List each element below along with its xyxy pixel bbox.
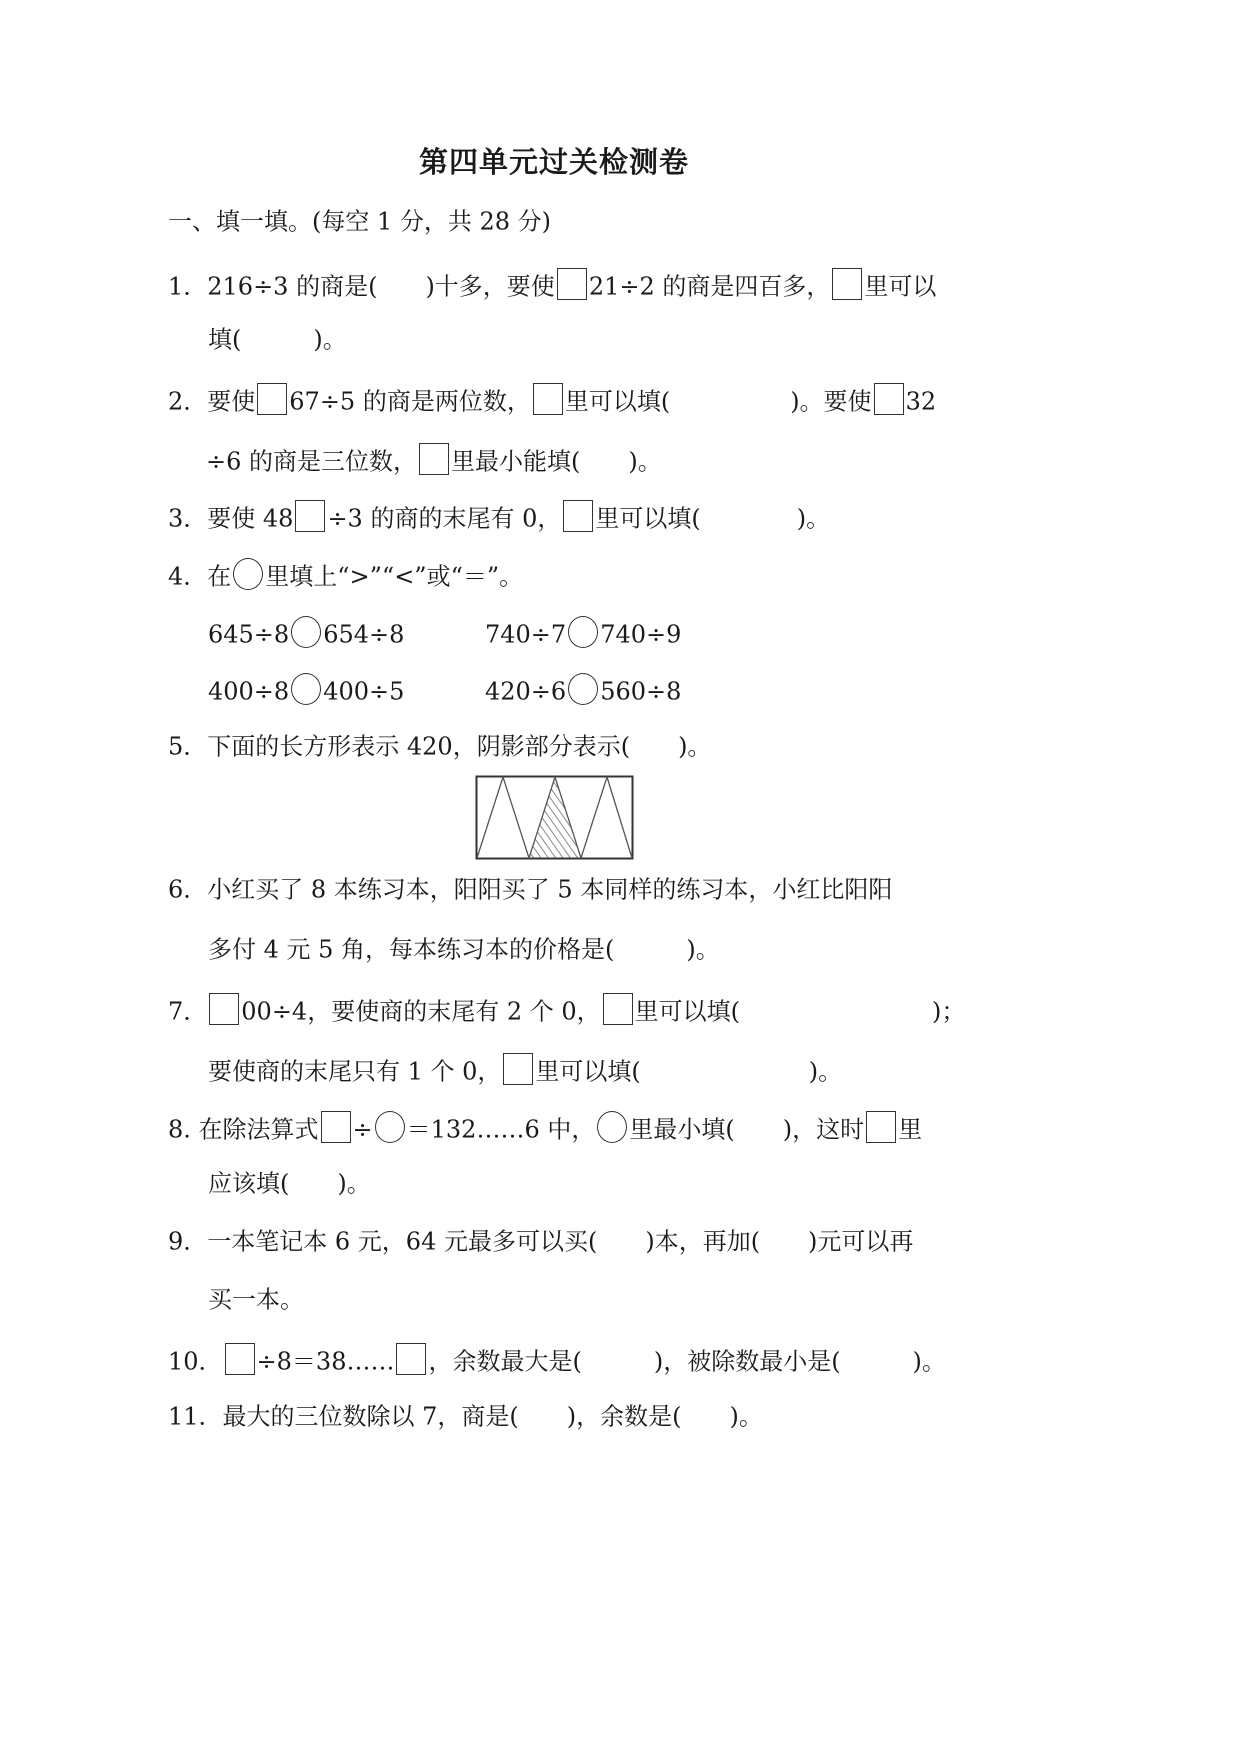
q7-line-1 xyxy=(168,992,965,1028)
answer-box xyxy=(419,443,449,475)
line-text: 1．216÷3 的商是( )十多，要使 xyxy=(168,272,555,301)
line-text: 32 xyxy=(905,387,937,416)
q6-line-1 xyxy=(168,870,892,906)
line-text: 2．要使 xyxy=(168,387,256,416)
answer-box xyxy=(257,383,287,415)
line-text: 里可以填( )； xyxy=(634,997,966,1026)
answer-circle xyxy=(597,1111,627,1143)
answer-box xyxy=(557,268,587,300)
q2-line-1 xyxy=(168,382,936,418)
answer-circle xyxy=(568,673,598,705)
line-text: 5．下面的长方形表示 420，阴影部分表示( )。 xyxy=(168,732,712,761)
answer-box xyxy=(503,1053,533,1085)
line-text: 里填上“>”“<”或“＝”。 xyxy=(265,562,524,591)
answer-box xyxy=(866,1111,896,1143)
answer-box xyxy=(832,268,862,300)
answer-box xyxy=(209,993,239,1025)
line-text: ÷6 的商是三位数， xyxy=(206,447,418,476)
answer-box xyxy=(874,383,904,415)
q9-line-2 xyxy=(208,1280,304,1316)
rectangle-figure xyxy=(475,775,635,861)
line-text: 11．最大的三位数除以 7，商是( )，余数是( )。 xyxy=(168,1402,763,1431)
answer-box xyxy=(321,1111,351,1143)
answer-box xyxy=(533,383,563,415)
line-text: 654÷8 xyxy=(323,620,405,649)
line-text: 一、填一填。(每空 1 分，共 28 分) xyxy=(168,207,552,236)
answer-box xyxy=(225,1343,255,1375)
answer-box xyxy=(396,1343,426,1375)
line-text: 8. 在除法算式 xyxy=(168,1115,319,1144)
answer-circle xyxy=(291,673,321,705)
line-text: 买一本。 xyxy=(208,1285,304,1314)
line-text: 400÷8 xyxy=(208,677,290,706)
line-text: 420÷6 xyxy=(485,677,567,706)
q2-line-2 xyxy=(206,442,662,478)
q9-line-1 xyxy=(168,1222,913,1258)
q4-compare-1 xyxy=(208,615,404,651)
line-text: 740÷9 xyxy=(600,620,682,649)
q5-line xyxy=(168,727,711,763)
line-text: 10． xyxy=(168,1347,223,1376)
line-text: 里可以填( )。要使 xyxy=(564,387,872,416)
line-text: 要使商的末尾只有 1 个 0， xyxy=(208,1057,502,1086)
q8-line-2 xyxy=(208,1164,371,1200)
line-text: 645÷8 xyxy=(208,620,290,649)
line-text: 里可以 xyxy=(864,272,937,301)
q3-line xyxy=(168,499,830,535)
line-text: 560÷8 xyxy=(600,677,682,706)
line-text: 里可以填( )。 xyxy=(595,504,831,533)
q4-compare-3 xyxy=(208,672,404,708)
answer-circle xyxy=(568,616,598,648)
line-text: 67÷5 的商是两位数， xyxy=(289,387,531,416)
answer-box xyxy=(603,993,633,1025)
answer-box xyxy=(295,500,325,532)
line-text: 里最小填( )，这时 xyxy=(629,1115,865,1144)
line-text: 9．一本笔记本 6 元，64 元最多可以买( )本，再加( )元可以再 xyxy=(168,1227,914,1256)
line-text: ÷8＝38…… xyxy=(256,1347,395,1376)
line-text: ÷ xyxy=(352,1115,373,1144)
q4-line xyxy=(168,557,523,593)
answer-circle xyxy=(233,558,263,590)
q4-compare-4 xyxy=(485,672,681,708)
q10-line xyxy=(168,1342,946,1378)
line-text: 6．小红买了 8 本练习本，阳阳买了 5 本同样的练习本，小红比阳阳 xyxy=(168,875,893,904)
line-text: 400÷5 xyxy=(323,677,405,706)
line-text: ＝132……6 中， xyxy=(406,1115,596,1144)
line-text: 00÷4，要使商的末尾有 2 个 0， xyxy=(241,997,601,1026)
q8-line-1 xyxy=(168,1110,922,1146)
line-text: 4．在 xyxy=(168,562,232,591)
line-text: 多付 4 元 5 角，每本练习本的价格是( )。 xyxy=(208,935,720,964)
line-text: 21÷2 的商是四百多， xyxy=(588,272,831,301)
line-text: 填( )。 xyxy=(208,325,347,354)
line-text: 7． xyxy=(168,997,208,1026)
line-text: 740÷7 xyxy=(485,620,567,649)
q1-line-2 xyxy=(208,320,347,356)
line-text: ，余数最大是( )，被除数最小是( )。 xyxy=(428,1347,946,1376)
section-heading xyxy=(168,202,551,238)
line-text: 里可以填( )。 xyxy=(535,1057,843,1086)
answer-circle xyxy=(291,616,321,648)
line-text: 里最小能填( )。 xyxy=(451,447,662,476)
q4-compare-2 xyxy=(485,615,681,651)
line-text: 里 xyxy=(898,1115,923,1144)
answer-circle xyxy=(375,1111,405,1143)
q11-line xyxy=(168,1397,763,1433)
line-text: 3．要使 48 xyxy=(168,504,294,533)
answer-box xyxy=(563,500,593,532)
q6-line-2 xyxy=(208,930,720,966)
line-text: ÷3 的商的末尾有 0， xyxy=(327,504,562,533)
q7-line-2 xyxy=(208,1052,842,1088)
q1-line-1 xyxy=(168,267,936,303)
shaded-triangle xyxy=(529,777,581,858)
page-title: 第四单元过关检测卷 xyxy=(418,145,689,179)
line-text: 应该填( )。 xyxy=(208,1169,371,1198)
